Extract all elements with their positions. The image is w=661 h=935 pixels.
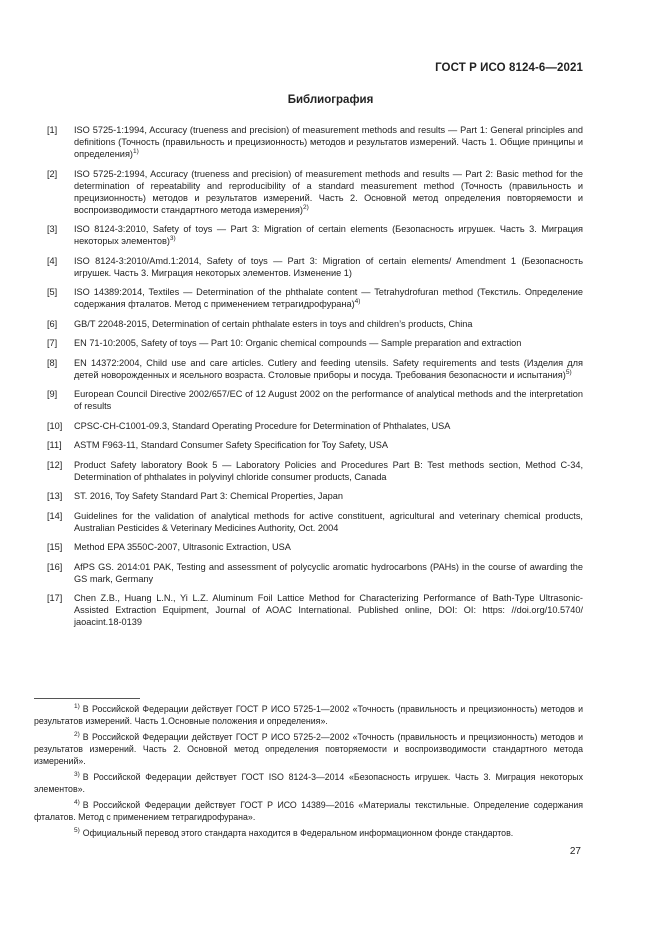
entry-text-block <box>74 561 583 585</box>
entry-text-block <box>74 168 583 216</box>
bibliography-entry <box>47 337 583 349</box>
entry-text: Method EPA 3550C-2007, Ultrasonic Extraction, USA <box>74 542 291 552</box>
entry-text-block <box>74 124 583 160</box>
footnote-reference: 5) <box>565 368 572 376</box>
entry-number: [17] <box>47 593 63 603</box>
entry-text: ISO 8124-3:2010, Safety of toys — Part 3: Migration of certain elements (Безопасность игрушек. Часть 3. Миграция некоторых элементов) <box>74 224 583 246</box>
entry-text-block <box>74 459 583 483</box>
footnote-text: В Российской Федерации действует ГОСТ ISO 8124-3—2014 «Безопасность игрушек. Часть 3. Миграция некоторых элементов». <box>34 772 583 794</box>
entry-text-block <box>74 357 583 381</box>
footnote-mark: 3) <box>74 771 80 778</box>
entry-text-block <box>74 541 583 553</box>
footnote-text: Официальный перевод этого стандарта находится в Федеральном информационном фонде стандартов. <box>82 828 514 838</box>
page-number: 27 <box>569 846 581 857</box>
footnote-reference: 2) <box>302 203 309 211</box>
entry-text-block <box>74 286 583 310</box>
entry-text-block <box>74 388 583 412</box>
footnote-reference: 4) <box>354 298 361 305</box>
entry-number: [13] <box>47 491 63 501</box>
entry-text-block <box>74 337 583 349</box>
bibliography-entry <box>47 592 583 628</box>
entry-text: ASTM F963-11, Standard Consumer Safety Specification for Toy Safety, USA <box>74 440 389 450</box>
entry-text: Guidelines for the validation of analytical methods for active constituent, agricultural and veterinary chemical products, Australian Pesticides & Veterinary Medicines Authority, Oct. 2004 <box>74 510 583 533</box>
entry-text: Chen Z.B., Huang L.N., Yi L.Z. Aluminum Foil Lattice Method for Characterizing Performance of Bath-Type Ultrasonic-Assisted Extraction Equipment, Journal of AOAC International. Published online, DOI: OI: https: //doi.org/10.5740/ jaoacint.18-0139 <box>74 593 583 627</box>
footnote-text: В Российской Федерации действует ГОСТ Р ИСО 5725-1—2002 «Точность (правильность и прецизионность) методов и результатов измерений. Часть 1.Основные положения и определения». <box>34 704 583 726</box>
footnote-mark: 5) <box>74 827 80 834</box>
bibliography-entry <box>47 439 583 451</box>
entry-text: ISO 5725-1:1994, Accuracy (trueness and precision) of measurement methods and results — Part 1: General principles and definitions (Точность (правильность и прецизионность) методов и результатов измерений. Часть 1. Общие принципы и определения) <box>74 125 583 159</box>
bibliography-entry <box>47 318 583 330</box>
footnote-mark: 2) <box>74 731 80 738</box>
bibliography-entry <box>47 255 583 279</box>
entry-text-block <box>74 510 583 534</box>
entry-text: European Council Directive 2002/657/EC of 12 August 2002 on the performance of analytical methods and the interpretation of results <box>74 389 583 411</box>
entry-text: AfPS GS. 2014:01 PAK, Testing and assessment of polycyclic aromatic hydrocarbons (PAHs) in the course of awarding the GS mark, Germany <box>74 561 583 584</box>
footnote-divider <box>34 698 140 699</box>
entry-text: EN 14372:2004, Child use and care articles. Cutlery and feeding utensils. Safety requirements and tests (Изделия для детей новорожденных и ясельного возраста. Столовые приборы и посуда. Требования безопасности и испытания) <box>74 357 583 380</box>
bibliography-entry <box>47 459 583 483</box>
standard-designation: ГОСТ Р ИСО 8124-6—2021 <box>435 62 583 74</box>
entry-text-block <box>74 255 583 279</box>
footnote <box>34 799 583 823</box>
entry-number: [3] <box>47 224 58 234</box>
footnote-reference: 3) <box>169 235 176 242</box>
bibliography-entry <box>47 223 583 247</box>
footnote <box>34 703 583 727</box>
entry-text-block <box>74 223 583 247</box>
entry-text-block <box>74 439 583 451</box>
entry-text: CPSC-CH-C1001-09.3, Standard Operating Procedure for Determination of Phthalates, USA <box>74 420 451 431</box>
entry-text: ISO 8124-3:2010/Amd.1:2014, Safety of toys — Part 3: Migration of certain elements/ Amendment 1 (Безопасность игрушек. Часть 3. Миграция некоторых элементов. Изменение 1) <box>74 255 583 278</box>
entry-number: [5] <box>47 287 58 297</box>
entry-text: ISO 14389:2014, Textiles — Determination of the phthalate content — Tetrahydrofuran method (Текстиль. Определение содержания фталатов. Метод с применением тетрагидрофурана) <box>74 287 583 309</box>
page-title: Библиография <box>287 94 374 106</box>
entry-number: [10] <box>47 420 63 431</box>
footnote <box>34 731 583 767</box>
entry-text: GB/T 22048-2015, Determination of certain phthalate esters in toys and children’s products, China <box>74 318 473 329</box>
footnote-text: В Российской Федерации действует ГОСТ Р ИСО 14389—2016 «Материалы текстильные. Определение содержания фталатов. Метод с применением тетрагидрофурана». <box>34 800 583 822</box>
bibliography-entry <box>47 420 583 432</box>
entry-number: [4] <box>47 255 58 266</box>
entry-number: [12] <box>47 459 63 470</box>
footnote-text: В Российской Федерации действует ГОСТ Р ИСО 5725-2—2002 «Точность (правильность и прецизионность) методов и результатов измерений. Часть 2. Основной метод определения повторяемости и воспроизводимости стандартного метода измерений». <box>34 732 583 766</box>
bibliography-entry <box>47 388 583 412</box>
entry-number: [8] <box>47 357 58 368</box>
bibliography-entry <box>47 286 583 310</box>
footnotes <box>34 703 583 843</box>
entry-text-block <box>74 318 583 330</box>
bibliography-entry <box>47 124 583 160</box>
entry-number: [14] <box>47 510 63 521</box>
bibliography-entry <box>47 168 583 216</box>
entry-text: ISO 5725-2:1994, Accuracy (trueness and precision) of measurement methods and results — Part 2: Basic method for the determination of repeatability and reproducibility of a standard measurement method (Точность (правильность и прецизионность) методов и результатов измерений. Часть 2. Основной метод определения повторяемости и воспроизводимости стандартного метода измерения) <box>74 168 583 215</box>
entry-number: [7] <box>47 338 58 348</box>
entry-number: [6] <box>47 318 58 329</box>
entry-number: [11] <box>47 440 62 450</box>
entry-number: [1] <box>47 125 58 135</box>
entry-number: [9] <box>47 389 58 399</box>
entry-text: ST. 2016, Toy Safety Standard Part 3: Chemical Properties, Japan <box>74 491 343 501</box>
bibliography-list <box>47 124 583 636</box>
footnote-reference: 1) <box>132 148 139 155</box>
entry-text-block <box>74 592 583 628</box>
entry-number: [2] <box>47 168 58 179</box>
footnote-mark: 4) <box>74 799 80 806</box>
entry-text-block <box>74 420 583 432</box>
entry-number: [15] <box>47 542 63 552</box>
footnote-mark: 1) <box>74 703 80 710</box>
entry-text: Product Safety laboratory Book 5 — Laboratory Policies and Procedures Part B: Test methods section, Method C-34, Determination of phthalates in polyvinyl chloride consumer products, Canada <box>74 459 583 482</box>
bibliography-entry <box>47 510 583 534</box>
entry-text: EN 71-10:2005, Safety of toys — Part 10: Organic chemical compounds — Sample preparation and extraction <box>74 338 522 348</box>
bibliography-entry <box>47 541 583 553</box>
bibliography-entry <box>47 561 583 585</box>
entry-text-block <box>74 490 583 502</box>
bibliography-entry <box>47 490 583 502</box>
footnote <box>34 771 583 795</box>
bibliography-entry <box>47 357 583 381</box>
footnote <box>34 827 583 839</box>
entry-number: [16] <box>47 561 63 572</box>
